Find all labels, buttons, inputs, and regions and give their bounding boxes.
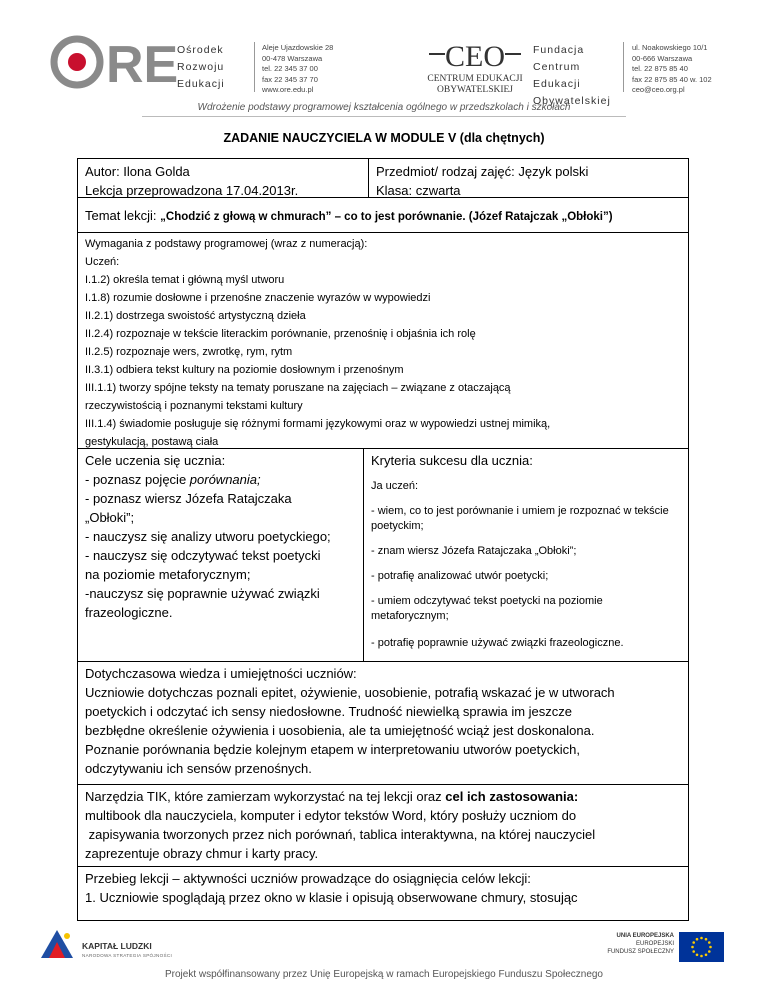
prior-knowledge-line: bezbłędne określenie ożywienia i uosobienia, ale ta umiejętność wciąż jest doskonalona. [85, 723, 595, 738]
address-line: tel. 22 875 85 40 [632, 64, 688, 73]
criteria-item: - potrafię poprawnie używać związki frazeologiczne. [371, 637, 624, 649]
goal-item: - nauczysz się analizy utworu poetyckiego; [85, 529, 331, 544]
eu-line: FUNDUSZ SPOŁECZNY [607, 949, 674, 955]
requirements-cell [78, 232, 688, 454]
fund-name-line: Centrum [533, 61, 581, 73]
address-line: fax 22 345 37 70 [262, 74, 318, 84]
ore-name-line: Edukacji [177, 78, 225, 90]
fund-name-line: Edukacji [533, 78, 581, 90]
prior-knowledge-heading: Dotychczasowa wiedza i umiejętności uczniów: [85, 666, 357, 681]
prior-knowledge-line: Poznanie porównania będzie kolejnym etapem w interpretowaniu utworów poetyckich, [85, 742, 580, 757]
topic-cell [78, 203, 688, 228]
criteria-cell [364, 448, 689, 654]
fund-name [533, 42, 611, 110]
requirement-line: II.2.5) rozpoznaje wers, zwrotkę, rym, rytm [85, 346, 293, 358]
ore-address [262, 43, 333, 96]
fund-address [632, 43, 712, 96]
requirement-line: II.3.1) odbiera tekst kultury na poziomie dosłownym i przenośnym [85, 364, 404, 376]
address-line: 00-666 Warszawa [632, 53, 693, 63]
goal-item: frazeologiczne. [85, 605, 173, 620]
address-line: ceo@ceo.org.pl [632, 85, 685, 94]
criteria-item: - umiem odczytywać tekst poetycki na poziomie metaforycznym; [371, 595, 603, 622]
ore-logo [50, 32, 179, 94]
tik-row [78, 784, 688, 866]
activities-row [78, 866, 688, 922]
tik-heading: Narzędzia TIK, które zamierzam wykorzystać na tej lekcji oraz cel ich zastosowania: [85, 789, 579, 804]
requirement-line: II.2.1) dostrzega swoistość artystyczną dzieła [85, 310, 306, 322]
eu-fund-text [560, 932, 674, 956]
ore-name-line: Ośrodek [177, 44, 224, 56]
header-subtitle: Wdrożenie podstawy programowej kształcenia ogólnego w przedszkolach i szkołach [197, 102, 571, 113]
fund-name-line: Fundacja [533, 44, 585, 56]
requirement-line: I.1.8) rozumie dosłowne i przenośne znaczenie wyrazów w wypowiedzi [85, 292, 431, 304]
requirement-line: Uczeń: [85, 256, 120, 268]
info-row [78, 159, 688, 197]
goal-item: - poznasz pojęcie porównania; [85, 472, 261, 487]
requirements-row [78, 232, 688, 448]
kapital-ludzki-title: KAPITAŁ LUDZKI [82, 941, 152, 951]
fund-name-line: Obywatelskiej [533, 95, 611, 107]
ceo-logo [425, 36, 525, 98]
tik-cell [78, 784, 688, 866]
tik-line: zaprezentuje obrazy chmur i karty pracy. [85, 846, 319, 861]
goals-row [78, 448, 688, 661]
topic-text: „Chodzić z głową w chmurach” – co to jest porównanie. (Józef Ratajczak „Obłoki”) [160, 211, 613, 223]
footer-text: Projekt współfinansowany przez Unię Europejską w ramach Europejskiego Funduszu Społecznego [164, 969, 603, 980]
topic-label: Temat lekcji: [85, 208, 161, 223]
goal-item: na poziomie metaforycznym; [85, 567, 251, 582]
requirement-line: III.1.1) tworzy spójne teksty na tematy poruszane na zajęciach – związane z otaczającą [85, 382, 511, 394]
goal-item: „Obłoki”; [85, 510, 135, 525]
goal-item: - nauczysz się odczytywać tekst poetycki [85, 548, 321, 563]
requirements-heading: Wymagania z podstawy programowej (wraz z numeracją): [85, 238, 368, 250]
requirement-line: rzeczywistością i poznanymi tekstami kultury [85, 400, 303, 412]
eu-line: UNIA EUROPEJSKA [616, 933, 674, 939]
lesson-table [77, 158, 689, 921]
goals-heading: Cele uczenia się ucznia: [85, 453, 226, 468]
goal-item: -nauczysz się poprawnie używać związki [85, 586, 320, 601]
goal-item: - poznasz wiersz Józefa Ratajczaka [85, 491, 292, 506]
document-title: ZADANIE NAUCZYCIELA W MODULE V (dla chętnych) [223, 131, 545, 145]
address-line: fax 22 875 85 40 w. 102 [632, 74, 712, 84]
ceo-name-line: OBYWATELSKIEJ [437, 85, 513, 95]
activity-line: 1. Uczniowie spoglądają przez okno w klasie i opisują obserwowane chmury, stosując [85, 890, 578, 905]
activities-heading: Przebieg lekcji – aktywności uczniów prowadzące do osiągnięcia celów lekcji: [85, 871, 531, 886]
prior-knowledge-cell [78, 661, 688, 781]
criteria-item: - potrafię analizować utwór poetycki; [371, 570, 549, 582]
svg-text:RE: RE [106, 36, 179, 94]
ore-name [177, 42, 225, 93]
tik-line: zapisywania tworzonych przez nich porównań, tablica interaktywna, na której nauczyciel [85, 827, 596, 842]
requirement-line: II.2.4) rozpoznaje w tekście literackim porównanie, przenośnię i objaśnia ich rolę [85, 328, 476, 340]
subject: Przedmiot/ rodzaj zajęć: Język polski [376, 164, 589, 179]
requirement-line: I.1.2) określa temat i główną myśl utworu [85, 274, 285, 286]
kapital-ludzki-subtitle: NARODOWA STRATEGIA SPÓJNOŚCI [82, 953, 173, 958]
header-divider [623, 42, 624, 92]
requirement-line: gestykulacją, postawą ciała [85, 436, 219, 448]
ceo-name-line: CENTRUM EDUKACJI [427, 74, 523, 84]
tik-line: multibook dla nauczyciela, komputer i edytor tekstów Word, który posłuży uczniom do [85, 808, 577, 823]
lesson-date: Lekcja przeprowadzona 17.04.2013r. [85, 183, 299, 198]
header-rule [142, 116, 626, 117]
eu-flag-icon [679, 932, 724, 962]
author: Autor: Ilona Golda [85, 164, 190, 179]
prior-knowledge-line: poetyckich i odczytać ich sensy niedosłowne. Trudność niewielką sprawia im jeszcze [85, 704, 572, 719]
header-divider [254, 42, 255, 92]
criteria-item: - wiem, co to jest porównanie i umiem je rozpoznać w tekście poetyckim; [371, 505, 669, 532]
address-line: ul. Noakowskiego 10/1 [632, 43, 708, 52]
prior-knowledge-line: odczytywaniu ich sensów przenośnych. [85, 761, 312, 776]
criteria-item: - znam wiersz Józefa Ratajczaka „Obłoki”; [371, 545, 577, 557]
svg-text:CEO: CEO [445, 40, 505, 73]
activities-cell [78, 866, 688, 910]
ore-name-line: Rozwoju [177, 61, 225, 73]
kapital-ludzki-logo [37, 928, 77, 962]
requirement-line: III.1.4) świadomie posługuje się różnymi formami językowymi oraz w wypowiedzi ustnej mimiką, [85, 418, 551, 430]
prior-knowledge-row [78, 661, 688, 784]
goals-cell [78, 448, 363, 625]
address-line: www.ore.edu.pl [262, 85, 314, 94]
criteria-intro: Ja uczeń: [371, 480, 419, 492]
class-level: Klasa: czwarta [376, 183, 461, 198]
eu-line: EUROPEJSKI [635, 941, 674, 947]
address-line: Aleje Ujazdowskie 28 [262, 43, 334, 52]
address-line: tel. 22 345 37 00 [262, 64, 318, 73]
criteria-heading: Kryteria sukcesu dla ucznia: [371, 453, 533, 468]
prior-knowledge-line: Uczniowie dotychczas poznali epitet, ożywienie, uosobienie, potrafią wskazać je w utworach [85, 685, 615, 700]
topic-row [78, 197, 688, 232]
address-line: 00-478 Warszawa [262, 53, 323, 63]
